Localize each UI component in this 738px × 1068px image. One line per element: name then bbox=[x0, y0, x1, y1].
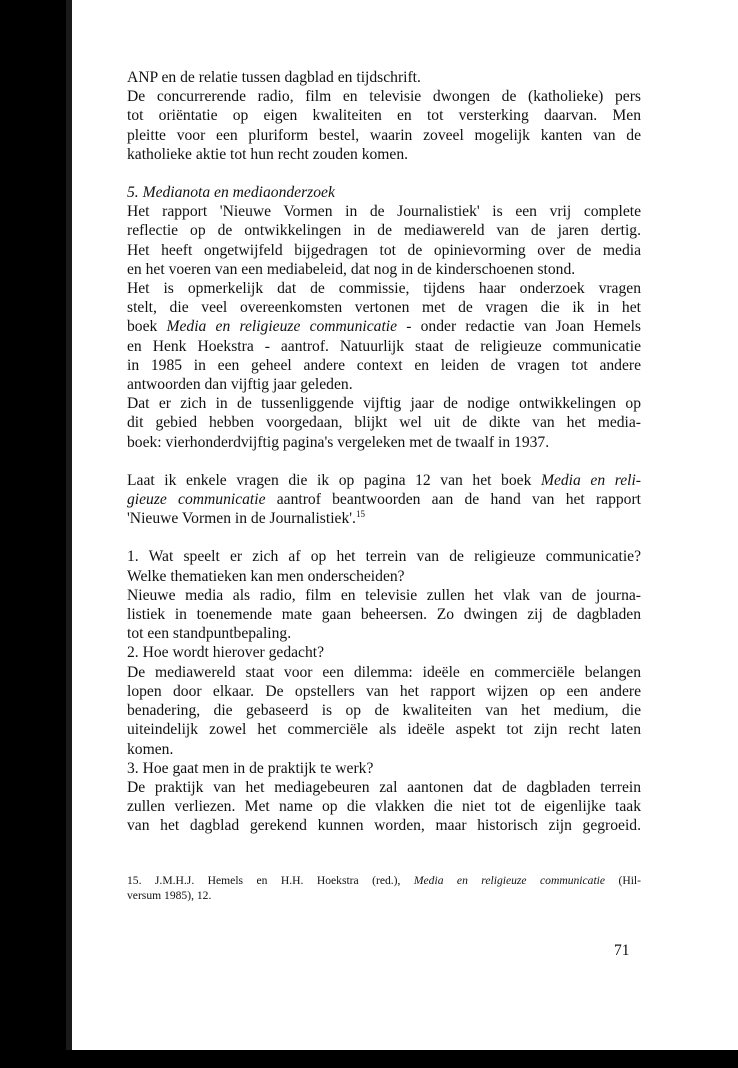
text-line: stelt, die veel overeenkomsten vertonen met de vragen die ik in het bbox=[127, 299, 641, 317]
footnote-line bbox=[127, 873, 641, 888]
text-line: ANP en de relatie tussen dagblad en tijdschrift. bbox=[127, 69, 421, 86]
text-line: Nieuwe media als radio, film en televisie zullen het vlak van de journa- bbox=[127, 586, 641, 604]
text-line: Het heeft ongetwijfeld bijgedragen tot de opinievorming over de media bbox=[127, 241, 641, 259]
text-line: De praktijk van het mediagebeuren zal aantonen dat de dagbladen terrein bbox=[127, 778, 641, 796]
text-line: van het dagblad gerekend kunnen worden, maar historisch zijn gegroeid. bbox=[127, 817, 641, 835]
text-line: dit gebied hebben voorgedaan, blijkt wel uit de dikte van het media- bbox=[127, 414, 641, 432]
text-line bbox=[127, 471, 641, 490]
text-line: katholieke aktie tot hun recht zouden komen. bbox=[127, 145, 409, 163]
text-line: listiek in toenemende mate gaan beheersen. Zo dwingen zij de dagbladen bbox=[127, 606, 641, 624]
book-title: Media en reli- bbox=[540, 471, 641, 489]
text-line: tot een standpuntbepaling. bbox=[127, 625, 292, 643]
paragraph-gap bbox=[127, 528, 641, 547]
text-line: en het voeren van een mediabeleid, dat nog in de kinderschoenen stond. bbox=[127, 260, 576, 278]
text-fragment: boek bbox=[127, 318, 167, 336]
text-line: uiteindelijk zowel het commerciële als ideële aspekt tot zijn recht laten bbox=[127, 721, 641, 739]
section-heading: 5. Medianota en mediaonderzoek bbox=[127, 184, 335, 202]
scan-edge bbox=[66, 0, 72, 1050]
text-line: Dat er zich in de tussenliggende vijftig jaar de nodige ontwikkelingen op bbox=[127, 395, 641, 413]
question-line: 2. Hoe wordt hierover gedacht? bbox=[127, 644, 325, 662]
text-line: De mediawereld staat voor een dilemma: ideële en commerciële belangen bbox=[127, 663, 641, 681]
text-line: Het is opmerkelijk dat de commissie, tijdens haar onderzoek vragen bbox=[127, 280, 641, 298]
text-line bbox=[127, 490, 641, 509]
body-text bbox=[127, 68, 641, 836]
text-line: reflectie op de ontwikkelingen in de mediawereld van de jaren dertig. bbox=[127, 222, 641, 240]
page-number: 71 bbox=[614, 942, 630, 959]
text-line: antwoorden dan vijftig jaar geleden. bbox=[127, 376, 353, 394]
text-line: komen. bbox=[127, 740, 174, 758]
book-title: gieuze communicatie bbox=[127, 491, 266, 509]
text-fragment: aantrof beantwoorden aan de hand van het rapport bbox=[265, 491, 641, 509]
footnote-reference[interactable]: 15 bbox=[355, 509, 365, 520]
book-title: Media en religieuze communicatie bbox=[413, 874, 606, 887]
footnote bbox=[127, 873, 641, 903]
text-line: tot oriëntatie op eigen kwaliteiten en tot versterking daarvan. Men bbox=[127, 107, 641, 125]
text-fragment: Laat ik enkele vragen die ik op pagina 12 van het boek bbox=[127, 471, 541, 489]
footnote-line: versum 1985), 12. bbox=[127, 889, 212, 902]
text-line bbox=[127, 509, 641, 528]
paragraph-gap bbox=[127, 452, 641, 471]
text-line: Het rapport 'Nieuwe Vormen in de Journalistiek' is een vrij complete bbox=[127, 203, 641, 221]
text-line: benadering, die gebaseerd is op de kwaliteiten van het medium, die bbox=[127, 702, 641, 720]
text-line: zullen verliezen. Met name op die vlakken die niet tot de eigenlijke taak bbox=[127, 798, 641, 816]
text-fragment: - onder redactie van Joan Hemels bbox=[397, 318, 641, 336]
text-line bbox=[127, 317, 641, 336]
question-line: 1. Wat speelt er zich af op het terrein van de religieuze communicatie? bbox=[127, 548, 641, 566]
text-line: in 1985 in een geheel andere context en leiden de vragen tot andere bbox=[127, 356, 641, 374]
text-line: De concurrerende radio, film en televisie dwongen de (katholieke) pers bbox=[127, 88, 641, 106]
text-line: pleitte voor een pluriform bestel, waarin zoveel mogelijk kanten van de bbox=[127, 126, 641, 144]
paragraph-gap bbox=[127, 164, 641, 183]
text-line: en Henk Hoekstra - aantrof. Natuurlijk staat de religieuze communicatie bbox=[127, 337, 641, 355]
question-line: 3. Hoe gaat men in de praktijk te werk? bbox=[127, 759, 374, 777]
text-fragment: 15. J.M.H.J. Hemels en H.H. Hoekstra (red.), bbox=[127, 874, 414, 887]
question-line: Welke thematieken kan men onderscheiden? bbox=[127, 567, 405, 585]
text-line: boek: vierhonderdvijftig pagina's vergeleken met de twaalf in 1937. bbox=[127, 433, 550, 451]
book-title: Media en religieuze communicatie bbox=[166, 318, 398, 336]
text-fragment: (Hil- bbox=[605, 874, 642, 887]
text-line: lopen door elkaar. De opstellers van het rapport wijzen op een andere bbox=[127, 682, 641, 700]
text-fragment: 'Nieuwe Vormen in de Journalistiek'. bbox=[127, 510, 356, 528]
